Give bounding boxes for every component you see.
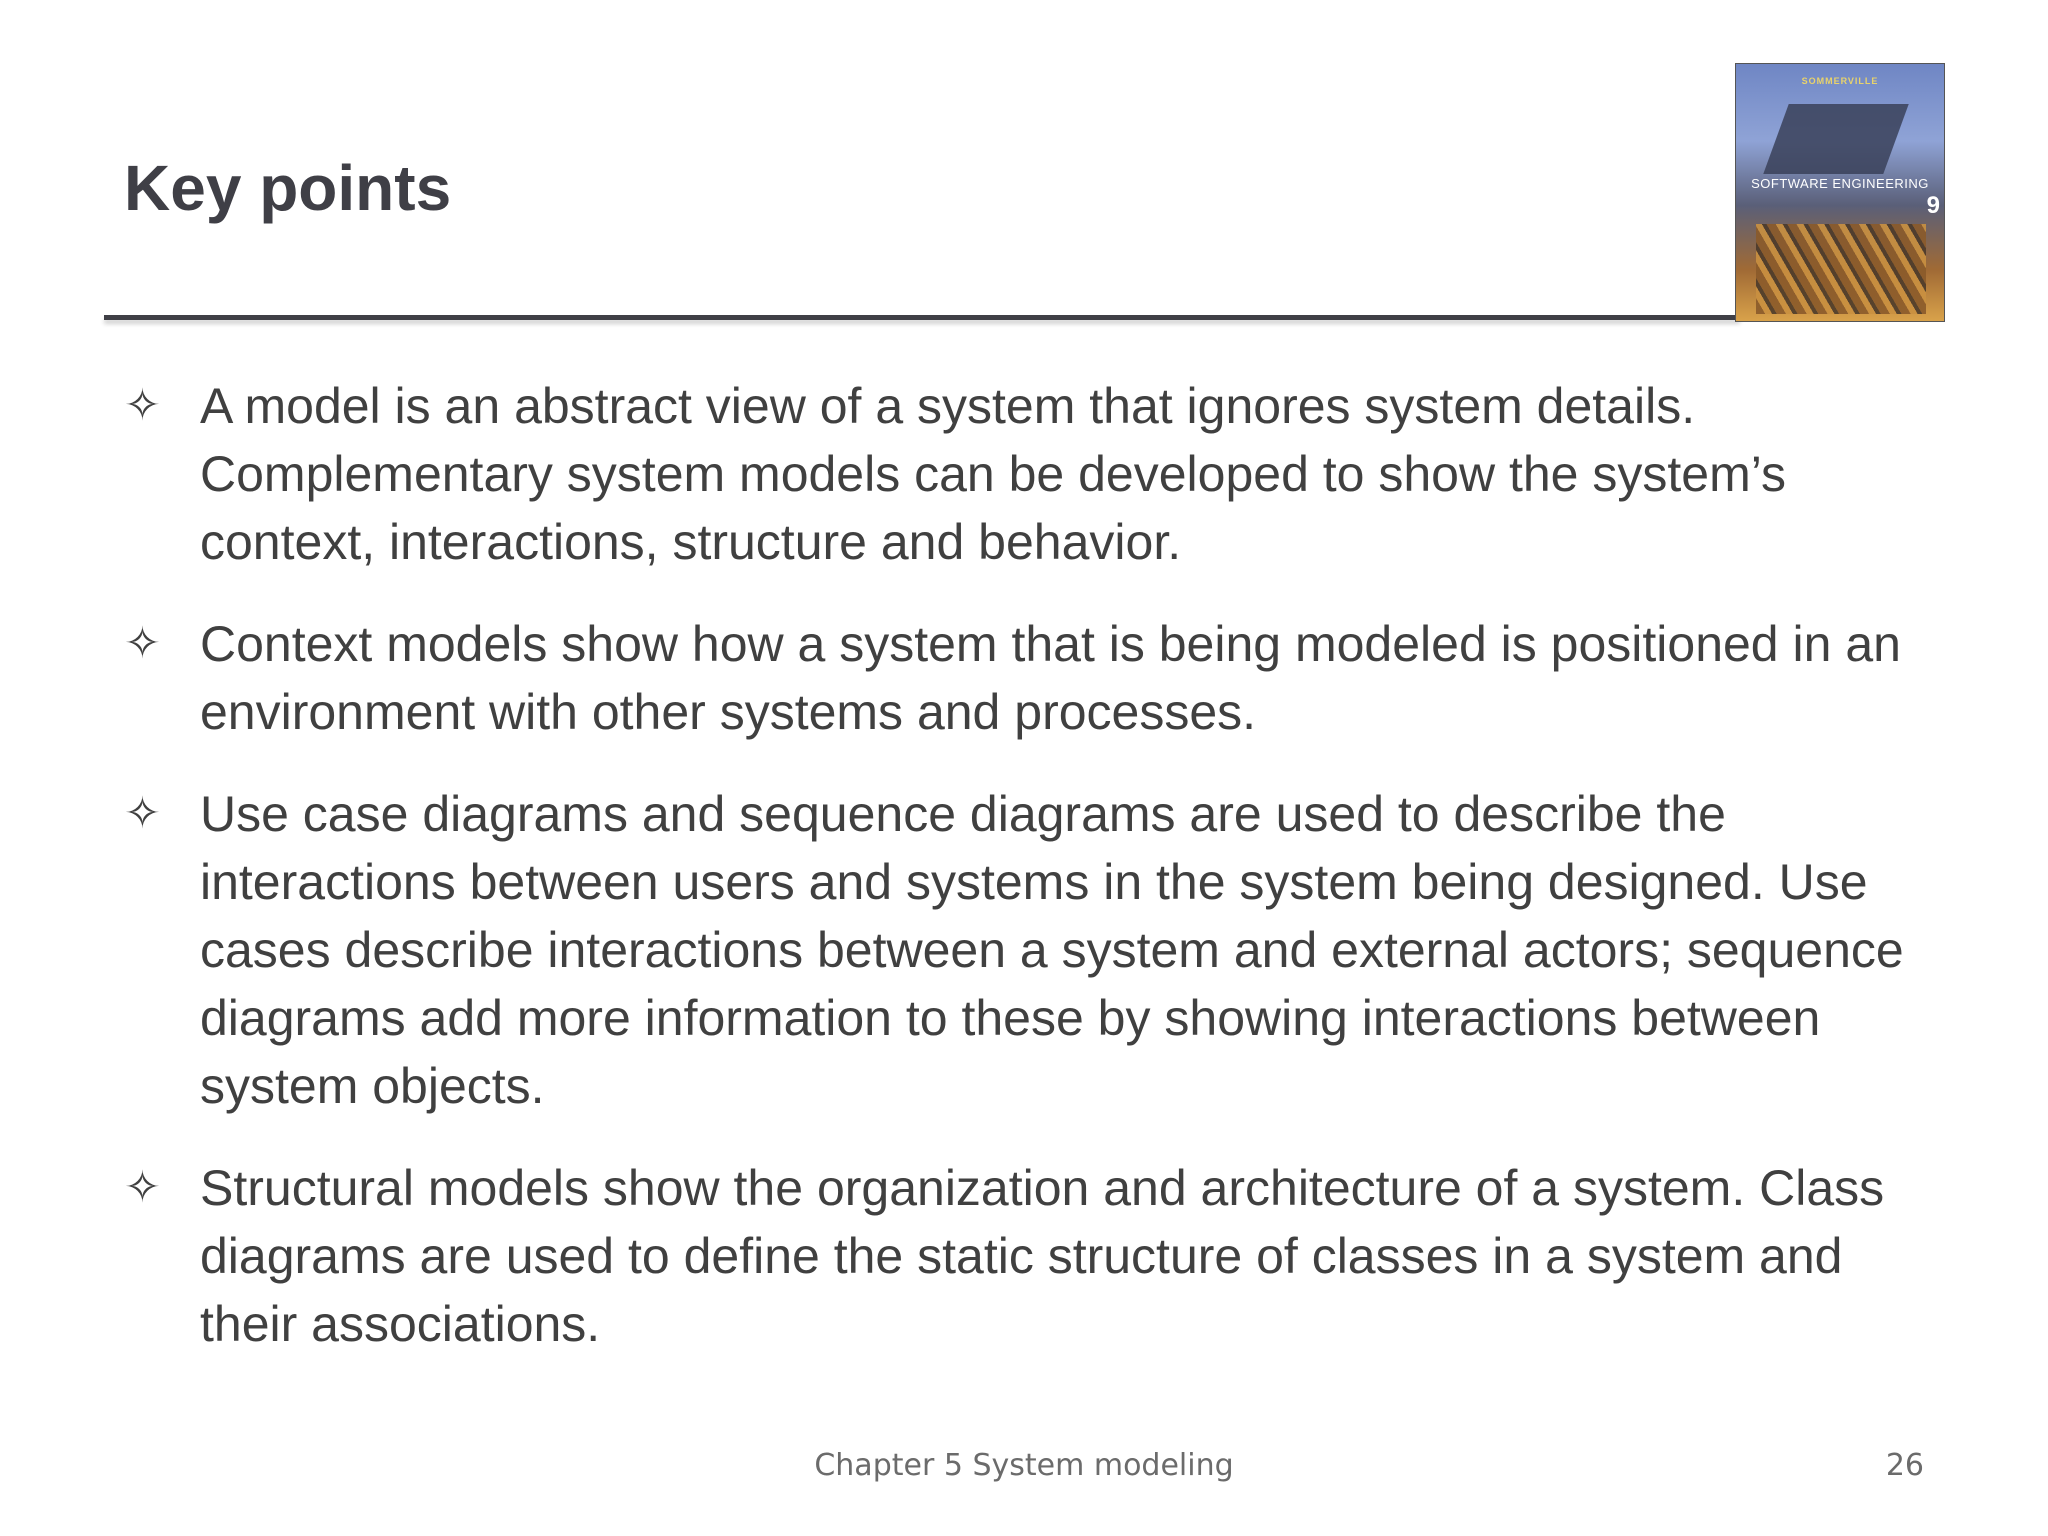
cover-structure-shape <box>1756 224 1926 314</box>
bullet-text: A model is an abstract view of a system that ignores system details. Complementary system models can be developed to show the system’s context, interactions, structure and behavior. <box>200 378 1786 570</box>
four-pointed-star-icon: ✧ <box>124 788 161 839</box>
book-cover-image <box>1735 63 1945 322</box>
four-pointed-star-icon: ✧ <box>124 380 161 431</box>
four-pointed-star-icon: ✧ <box>124 1162 161 1213</box>
footer-chapter: Chapter 5 System modeling <box>814 1448 1234 1483</box>
bullet-text: Structural models show the organization and architecture of a system. Class diagrams are used to define the static structure of classes in a system and their associations. <box>200 1160 1885 1352</box>
bullet-item <box>124 610 1924 746</box>
bullet-item <box>124 1154 1924 1358</box>
title-divider <box>104 315 1740 320</box>
bullet-text: Context models show how a system that is being modeled is positioned in an environment with other systems and processes. <box>200 616 1901 740</box>
four-pointed-star-icon: ✧ <box>124 618 161 669</box>
cover-edition: 9 <box>1926 192 1940 219</box>
slide-title: Key points <box>124 152 452 224</box>
cover-building-shape <box>1763 104 1908 174</box>
bullet-text: Use case diagrams and sequence diagrams are used to describe the interactions between users and systems in the system being designed. Use cases describe interactions between a system and external actors; sequence diagrams add more information to these by showing interactions between system objects. <box>200 786 1904 1114</box>
key-points-list <box>124 372 1924 1392</box>
bullet-item <box>124 780 1924 1120</box>
footer-page-number: 26 <box>1885 1448 1924 1483</box>
cover-author: SOMMERVILLE <box>1801 76 1879 86</box>
bullet-item <box>124 372 1924 576</box>
cover-title: SOFTWARE ENGINEERING <box>1751 176 1929 191</box>
